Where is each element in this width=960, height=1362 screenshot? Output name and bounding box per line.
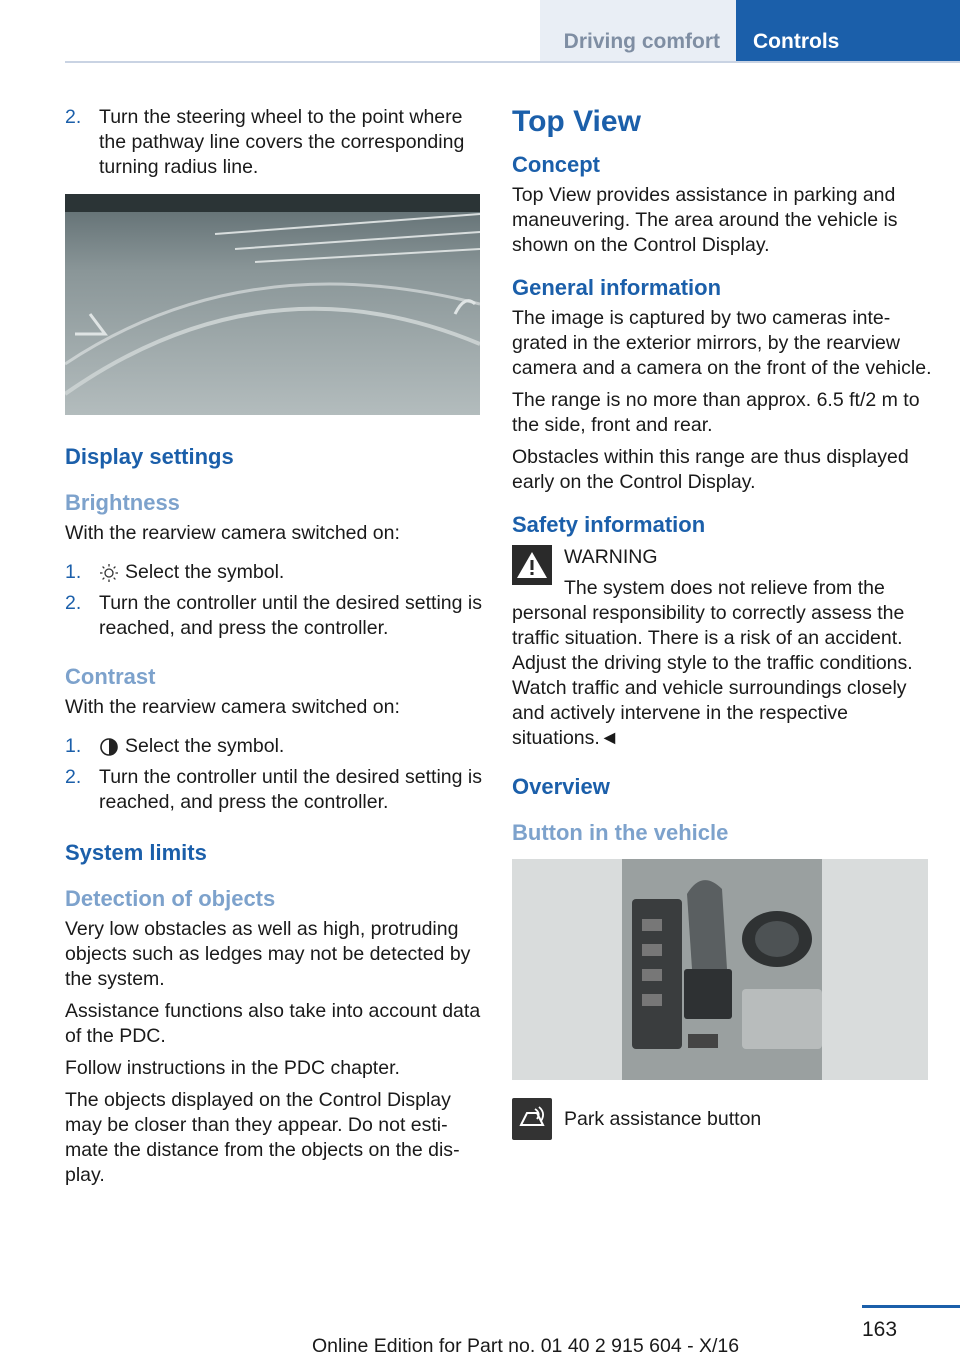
warning-block bbox=[512, 545, 932, 601]
center-console-illustration bbox=[512, 859, 928, 1080]
step-number: 2. bbox=[65, 592, 82, 614]
warning-triangle-icon bbox=[512, 545, 552, 585]
paragraph: Assistance functions also take into account data of the PDC. bbox=[65, 1000, 481, 1047]
footer-rule bbox=[862, 1305, 960, 1308]
center-console-image bbox=[512, 859, 928, 1080]
step-2 bbox=[65, 105, 483, 180]
step-number: 2. bbox=[65, 106, 82, 128]
heading-button-in-vehicle: Button in the vehicle bbox=[512, 820, 729, 845]
heading-top-view: Top View bbox=[512, 105, 641, 138]
heading-detection-of-objects: Detection of objects bbox=[65, 886, 276, 911]
right-column bbox=[512, 105, 932, 1140]
park-assistance-label: Park assistance button bbox=[564, 1107, 762, 1130]
brightness-icon bbox=[99, 563, 119, 583]
heading-display-settings: Display settings bbox=[65, 444, 234, 469]
paragraph: The objects displayed on the Control Display may be closer than they appear. Do not estimate the distance from the objects on the display. bbox=[65, 1089, 460, 1186]
rearview-camera-image bbox=[65, 194, 480, 415]
brightness-step-2 bbox=[65, 591, 483, 641]
step-text: Turn the steering wheel to the point where the pathway line covers the corresponding turning radius line. bbox=[99, 106, 465, 178]
header-section-label: Driving comfort bbox=[540, 0, 736, 61]
step-text: Select the symbol. bbox=[125, 561, 285, 583]
header-chapter-tab: Controls bbox=[736, 0, 960, 63]
warning-label: WARNING bbox=[564, 546, 658, 568]
step-text: Turn the controller until the desired setting is reached, and press the controller. bbox=[99, 592, 482, 639]
paragraph: Very low obstacles as well as high, protruding objects such as ledges may not be detected by the system. bbox=[65, 918, 471, 990]
contrast-step-2 bbox=[65, 765, 483, 815]
brightness-intro: With the rearview camera switched on: bbox=[65, 522, 400, 544]
page-number: 163 bbox=[862, 1318, 898, 1341]
edition-note: Online Edition for Part no. 01 40 2 915 604 - X/16 bbox=[312, 1335, 740, 1357]
heading-brightness: Brightness bbox=[65, 490, 180, 515]
left-column bbox=[65, 105, 483, 1195]
paragraph: Follow instructions in the PDC chapter. bbox=[65, 1057, 400, 1079]
contrast-intro: With the rearview camera switched on: bbox=[65, 696, 400, 718]
warning-text-first-line: The system does not relieve from the bbox=[564, 577, 885, 599]
heading-system-limits: System limits bbox=[65, 840, 207, 865]
paragraph: The image is captured by two cameras integrated in the exterior mirrors, by the rearview camera and a camera on the front of the vehicle. bbox=[512, 307, 932, 379]
heading-safety-information: Safety information bbox=[512, 512, 706, 537]
camera-view-illustration bbox=[65, 194, 480, 415]
park-assistance-row bbox=[512, 1098, 932, 1140]
park-assistance-icon bbox=[512, 1098, 552, 1140]
step-number: 1. bbox=[65, 561, 82, 583]
heading-general-information: General information bbox=[512, 275, 722, 300]
contrast-icon bbox=[99, 737, 119, 757]
step-text: Select the symbol. bbox=[125, 735, 285, 757]
paragraph: The range is no more than approx. 6.5 ft/2 m to the side, front and rear. bbox=[512, 389, 920, 436]
step-text: Turn the controller until the desired setting is reached, and press the controller. bbox=[99, 766, 482, 813]
step-number: 2. bbox=[65, 766, 82, 788]
paragraph: Top View provides assistance in parking and maneuvering. The area around the vehicle is shown on the Control Display. bbox=[512, 184, 898, 256]
step-number: 1. bbox=[65, 735, 82, 757]
heading-contrast: Contrast bbox=[65, 664, 156, 689]
warning-text: personal responsibility to correctly assess the traffic situation. There is a risk of an accident. Adjust the driving style to the traffic conditions. Watch traffic and vehicle surroundings closely and actively intervene in the respective situations.◄ bbox=[512, 602, 913, 749]
header-rule bbox=[65, 61, 960, 63]
heading-overview: Overview bbox=[512, 774, 610, 799]
contrast-step-1 bbox=[65, 734, 483, 759]
heading-concept: Concept bbox=[512, 152, 600, 177]
brightness-step-1 bbox=[65, 560, 483, 585]
paragraph: Obstacles within this range are thus displayed early on the Control Display. bbox=[512, 446, 909, 493]
